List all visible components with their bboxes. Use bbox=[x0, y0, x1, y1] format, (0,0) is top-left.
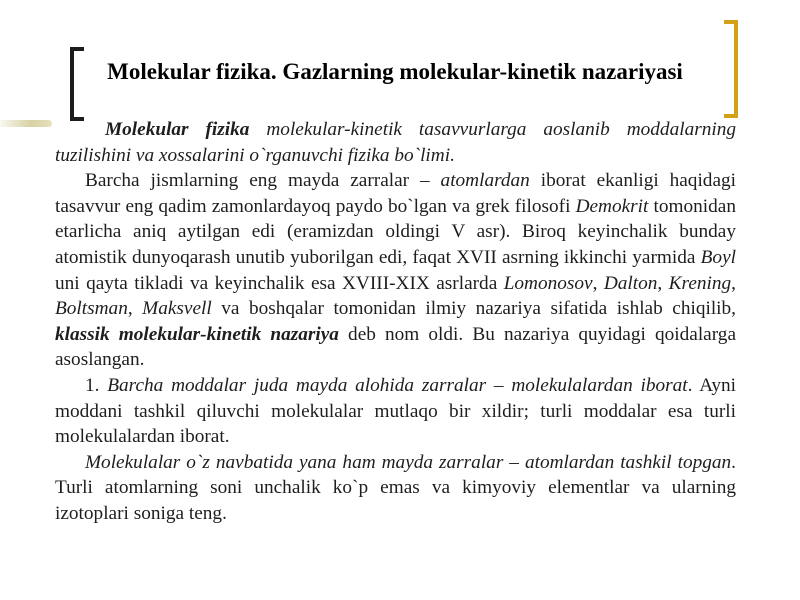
text-segment: Krening bbox=[668, 272, 732, 294]
text-segment: tomonidan etarlicha aniq aytilgan edi (eramizdan oldingi V asr). Biroq keyinchalik bunday atomistik dunyoqarash unutib yuborilgan edi, faqat XVII asrning ikkinchi yarmida bbox=[55, 195, 736, 268]
text-segment: , bbox=[657, 272, 669, 294]
text-segment: Lomonosov bbox=[503, 272, 593, 294]
text-segment: klassik molekular-kinetik nazariya bbox=[55, 323, 339, 345]
text-segment: , bbox=[127, 298, 143, 320]
paragraph bbox=[55, 168, 736, 373]
text-segment: Maksvell bbox=[142, 298, 212, 320]
text-segment: , bbox=[731, 272, 736, 294]
text-segment: . Turli atomlarning soni unchalik ko`p emas va kimyoviy elementlar va ularning izotoplari soniga teng. bbox=[55, 451, 736, 524]
text-segment: Molekulalar o`z navbatida yana ham mayda zarralar – atomlardan tashkil topgan bbox=[85, 451, 732, 473]
slide-title: Molekular fizika. Gazlarning molekular-kinetik nazariyasi bbox=[107, 59, 683, 84]
slide-body bbox=[55, 117, 736, 527]
text-segment: , bbox=[592, 272, 604, 294]
text-segment: uni qayta tikladi va keyinchalik esa XVIII-XIX asrlarda bbox=[55, 272, 504, 294]
text-segment: va boshqalar tomonidan ilmiy nazariya sifatida ishlab chiqilib, bbox=[211, 298, 736, 320]
paragraph bbox=[55, 450, 736, 527]
text-segment: Demokrit bbox=[575, 195, 649, 217]
right-bracket-decoration bbox=[724, 20, 738, 118]
text-segment: molekular-kinetik tasavvurlarga aoslanib moddalarning tuzilishini va xossalarini o`rganuvchi fizika bo`limi. bbox=[55, 119, 736, 166]
paragraph bbox=[55, 373, 736, 450]
text-segment: atomlardan bbox=[440, 170, 530, 192]
text-segment: Boyl bbox=[700, 246, 736, 268]
text-segment: Barcha moddalar juda mayda alohida zarralar – molekulalardan iborat bbox=[107, 374, 688, 396]
text-segment: deb nom oldi. Bu nazariya quyidagi qoidalarga asoslangan. bbox=[55, 323, 737, 371]
text-segment: Boltsman bbox=[55, 298, 128, 320]
text-segment: Barcha jismlarning eng mayda zarralar – bbox=[85, 170, 441, 192]
text-segment: Dalton bbox=[603, 272, 658, 294]
paragraph bbox=[55, 117, 736, 168]
accent-bar-decoration bbox=[0, 120, 52, 127]
left-bracket-decoration bbox=[70, 47, 84, 121]
text-segment: iborat ekanligi haqidagi tasavvur eng qadim zamonlardayoq paydo bo`lgan va grek filosofi bbox=[55, 170, 736, 217]
text-segment: Molekular fizika bbox=[105, 119, 250, 140]
text-segment: 1. bbox=[85, 374, 108, 396]
text-segment: . Ayni moddani tashkil qiluvchi molekulalar mutlaqo bir xildir; turli moddalar esa turli molekulalardan iborat. bbox=[55, 374, 736, 448]
